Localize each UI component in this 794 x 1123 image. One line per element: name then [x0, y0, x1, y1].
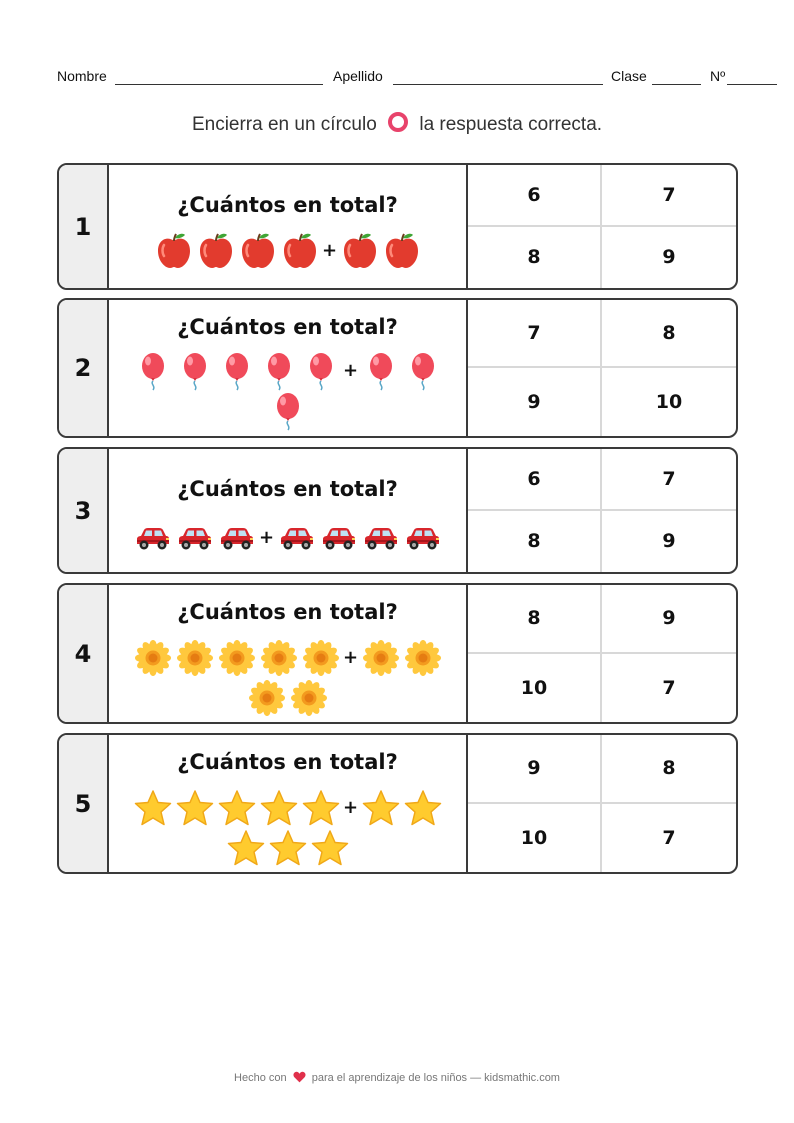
picture-line: [109, 350, 466, 390]
exercise-number: 3: [59, 449, 109, 572]
answer-grid: [468, 165, 736, 288]
answer-option[interactable]: 10: [468, 654, 602, 723]
plus-sign: +: [342, 359, 359, 381]
answer-option[interactable]: 8: [468, 511, 602, 573]
exercise-prompt: [109, 449, 468, 572]
name-field[interactable]: [115, 84, 323, 85]
star-icon: [268, 828, 308, 868]
plus-sign: +: [258, 526, 275, 548]
number-field[interactable]: [727, 84, 777, 85]
exercise-row: [57, 298, 738, 438]
picture-line: [109, 390, 466, 430]
picture-line: [109, 637, 466, 677]
star-icon: [259, 788, 299, 828]
answer-option[interactable]: 8: [468, 227, 602, 289]
answer-option[interactable]: 9: [662, 530, 676, 553]
exercise-prompt: [109, 585, 468, 722]
plus-sign: +: [321, 239, 338, 261]
star-icon: [175, 788, 215, 828]
instruction: [0, 112, 794, 136]
balloon-icon: [301, 351, 341, 391]
answer-option[interactable]: 8: [602, 735, 736, 804]
picture-line: [109, 517, 466, 557]
exercise-number: 5: [59, 735, 109, 872]
exercise-row: [57, 733, 738, 874]
flower-icon: [403, 638, 443, 678]
instruction-text-after: la respuesta correcta.: [419, 114, 603, 135]
number-label: Nº: [710, 68, 726, 84]
exercise-question: ¿Cuántos en total?: [177, 477, 398, 501]
surname-label: Apellido: [333, 68, 383, 84]
car-icon: [319, 518, 359, 558]
picture-group: [109, 230, 466, 270]
exercise-row: [57, 447, 738, 574]
exercise-prompt: [109, 165, 468, 288]
exercise-row: [57, 163, 738, 290]
answer-grid: [468, 300, 736, 436]
answer-grid: [468, 585, 736, 722]
balloon-icon: [217, 351, 257, 391]
exercise-question: ¿Cuántos en total?: [177, 600, 398, 624]
exercise-prompt: [109, 300, 468, 436]
exercise-number: 2: [59, 300, 109, 436]
answer-option[interactable]: 6: [468, 165, 602, 227]
flower-icon: [361, 638, 401, 678]
flower-icon: [301, 638, 341, 678]
answer-option[interactable]: 6: [468, 449, 602, 511]
picture-line: [109, 230, 466, 270]
answer-option[interactable]: 7: [468, 300, 602, 368]
answer-option[interactable]: 7: [662, 826, 676, 849]
flower-icon: [217, 638, 257, 678]
balloon-icon: [175, 351, 215, 391]
balloon-icon: [133, 351, 173, 391]
car-icon: [133, 518, 173, 558]
flower-icon: [259, 638, 299, 678]
flower-icon: [289, 678, 329, 718]
answer-grid: [468, 449, 736, 572]
apple-icon: [382, 231, 422, 271]
apple-icon: [196, 231, 236, 271]
star-icon: [217, 788, 257, 828]
exercise-question: ¿Cuántos en total?: [177, 750, 398, 774]
picture-line: [109, 787, 466, 827]
exercise-number: 1: [59, 165, 109, 288]
picture-group: [109, 517, 466, 557]
plus-sign: +: [342, 796, 359, 818]
balloon-icon: [403, 351, 443, 391]
apple-icon: [340, 231, 380, 271]
car-icon: [403, 518, 443, 558]
answer-option[interactable]: 7: [602, 165, 736, 227]
name-label: Nombre: [57, 68, 107, 84]
class-field[interactable]: [652, 84, 701, 85]
exercise-row: [57, 583, 738, 724]
exercise-question: ¿Cuántos en total?: [177, 315, 398, 339]
apple-icon: [154, 231, 194, 271]
footer: [0, 1071, 794, 1084]
star-icon: [301, 788, 341, 828]
student-info-header: [57, 68, 777, 88]
exercise-prompt: [109, 735, 468, 872]
answer-option[interactable]: 9: [602, 585, 736, 654]
apple-icon: [238, 231, 278, 271]
answer-option[interactable]: 9: [468, 735, 602, 804]
star-icon: [310, 828, 350, 868]
footer-text-after: para el aprendizaje de los niños — kidsmathic.com: [311, 1072, 560, 1084]
answer-option[interactable]: 7: [662, 676, 676, 699]
car-icon: [361, 518, 401, 558]
star-icon: [361, 788, 401, 828]
apple-icon: [280, 231, 320, 271]
surname-field[interactable]: [393, 84, 603, 85]
answer-option[interactable]: 10: [655, 391, 683, 413]
answer-option[interactable]: 10: [468, 804, 602, 873]
footer-text-before: Hecho con: [234, 1072, 287, 1084]
picture-group: [109, 787, 466, 867]
exercise-question: ¿Cuántos en total?: [177, 193, 398, 217]
flower-icon: [175, 638, 215, 678]
picture-group: [109, 350, 466, 430]
picture-group: [109, 637, 466, 717]
star-icon: [226, 828, 266, 868]
car-icon: [217, 518, 257, 558]
answer-option[interactable]: 8: [468, 585, 602, 654]
flower-icon: [247, 678, 287, 718]
balloon-icon: [259, 351, 299, 391]
answer-option[interactable]: 7: [602, 449, 736, 511]
picture-line: [109, 677, 466, 717]
car-icon: [277, 518, 317, 558]
circle-icon: [388, 112, 408, 132]
answer-option[interactable]: 8: [602, 300, 736, 368]
balloon-icon: [361, 351, 401, 391]
answer-grid: [468, 735, 736, 872]
class-label: Clase: [611, 68, 647, 84]
plus-sign: +: [342, 646, 359, 668]
flower-icon: [133, 638, 173, 678]
instruction-text-before: Encierra en un círculo: [191, 114, 377, 135]
answer-option[interactable]: 9: [468, 368, 602, 436]
answer-option[interactable]: 9: [662, 246, 676, 269]
exercise-number: 4: [59, 585, 109, 722]
picture-line: [109, 827, 466, 867]
car-icon: [175, 518, 215, 558]
star-icon: [133, 788, 173, 828]
balloon-icon: [268, 391, 308, 431]
heart-icon: [293, 1071, 306, 1083]
star-icon: [403, 788, 443, 828]
